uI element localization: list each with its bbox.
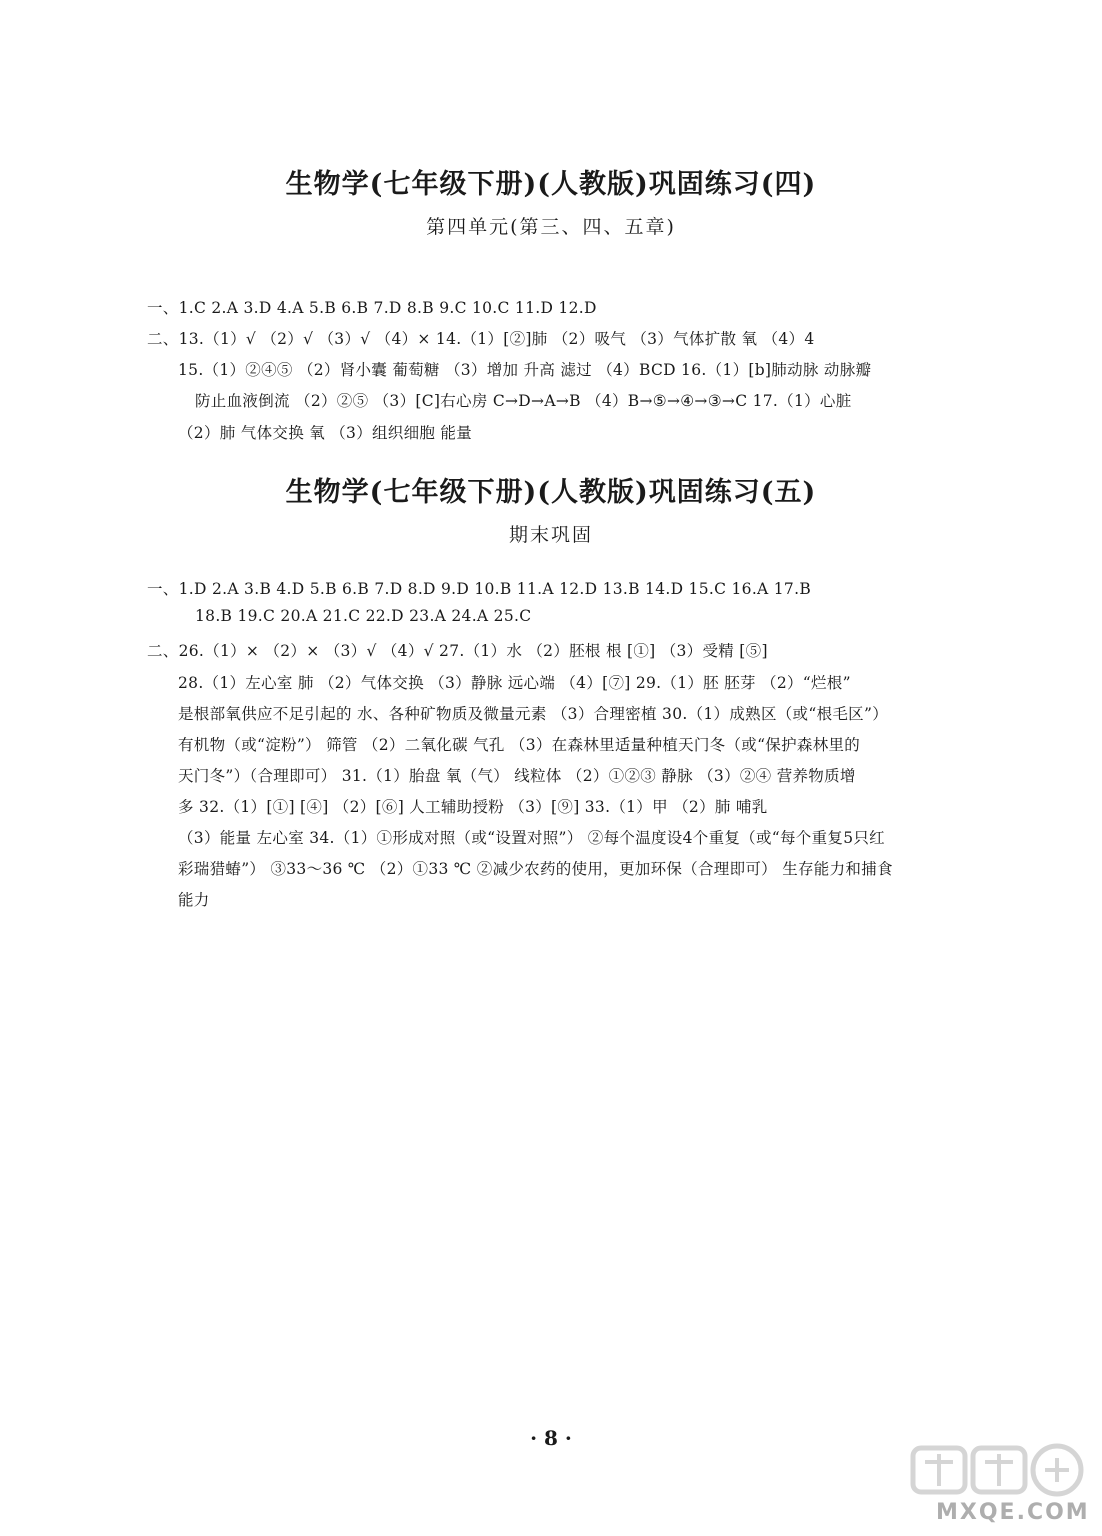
- section5-line: 有机物（或“淀粉”） 筛管 （2）二氧化碳 气孔 （3）在森林里适量种植天门冬（或“保护森林里的: [178, 736, 861, 754]
- section5-line: （3）能量 左心室 34.（1）①形成对照（或“设置对照”） ②每个温度设4个重复（或“每个重复5只红: [178, 829, 885, 847]
- section5-subtitle: 期末巩固: [508, 524, 593, 546]
- page-number: · 8 ·: [530, 1426, 572, 1450]
- section4-subtitle: 第四单元(第三、四、五章): [426, 216, 676, 238]
- section5-line: 能力: [178, 891, 210, 909]
- section4-line: 15.（1）②④⑤ （2）肾小囊 葡萄糖 （3）增加 升高 滤过 （4）BCD 16.（1）[b]肺动脉 动脉瓣: [178, 361, 872, 379]
- section5-line: 是根部氧供应不足引起的 水、各种矿物质及微量元素 （3）合理密植 30.（1）成熟区（或“根毛区”）: [178, 705, 889, 723]
- section4-title: 生物学(七年级下册)(人教版)巩固练习(四): [285, 169, 817, 200]
- section5-title: 生物学(七年级下册)(人教版)巩固练习(五): [285, 477, 817, 508]
- section4-line: 一、1.C 2.A 3.D 4.A 5.B 6.B 7.D 8.B 9.C 10.C 11.D 12.D: [147, 299, 597, 317]
- section5-line: 18.B 19.C 20.A 21.C 22.D 23.A 24.A 25.C: [195, 607, 532, 625]
- section4-line: 二、13.（1）√ （2）√ （3）√ （4）× 14.（1）[②]肺 （2）吸气 （3）气体扩散 氧 （4）4: [147, 330, 815, 348]
- section5-line: 28.（1）左心室 肺 （2）气体交换 （3）静脉 远心端 （4）[⑦] 29.（1）胚 胚芽 （2）“烂根”: [178, 674, 851, 692]
- watermark-text: MXQE.COM: [936, 1500, 1090, 1525]
- section5-line: 天门冬”）（合理即可） 31.（1）胎盘 氧（气） 线粒体 （2）①②③ 静脉 （3）②④ 营养物质增: [178, 767, 856, 785]
- section4-line: （2）肺 气体交换 氧 （3）组织细胞 能量: [178, 424, 473, 442]
- section4-line: 防止血液倒流 （2）②⑤ （3）[C]右心房 C→D→A→B （4）B→⑤→④→③→C 17.（1）心脏: [195, 392, 852, 410]
- section5-line: 二、26.（1）× （2）× （3）√ （4）√ 27.（1）水 （2）胚根 根 [①] （3）受精 [⑤]: [147, 642, 768, 660]
- section5-line: 多 32.（1）[①] [④] （2）[⑥] 人工辅助授粉 （3）[⑨] 33.（1）甲 （2）肺 哺乳: [178, 798, 768, 816]
- section5-line: 一、1.D 2.A 3.B 4.D 5.B 6.B 7.D 8.D 9.D 10.B 11.A 12.D 13.B 14.D 15.C 16.A 17.B: [147, 580, 812, 598]
- section5-line: 彩瑞猎蝽”） ③33～36 ℃ （2）①33 ℃ ②减少农药的使用，更加环保（合理即可） 生存能力和捕食: [178, 860, 893, 878]
